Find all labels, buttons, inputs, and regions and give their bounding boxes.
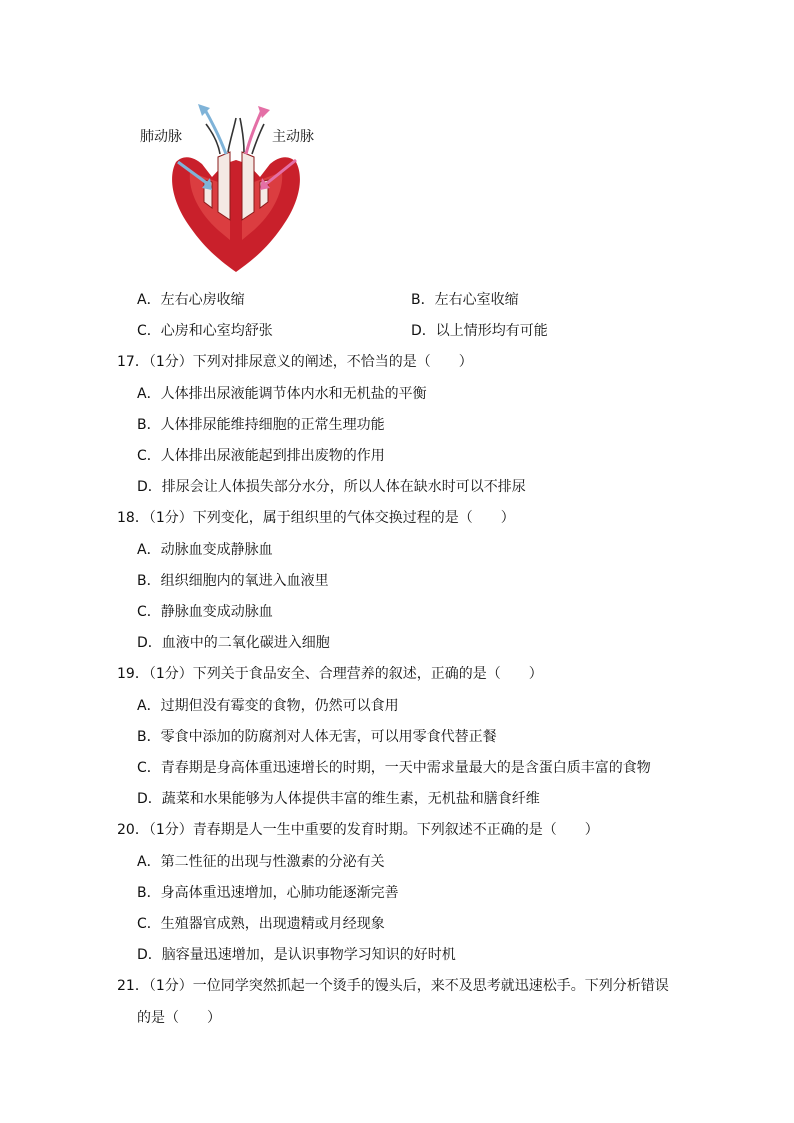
option-c[interactable]: C．青春期是身高体重迅速增长的时期，一天中需求量最大的是含蛋白质丰富的食物	[137, 760, 651, 776]
option-a[interactable]: A．左右心房收缩	[137, 292, 245, 308]
option-b[interactable]: B．组织细胞内的氧进入血液里	[137, 573, 329, 589]
option-c[interactable]: C．人体排出尿液能起到排出废物的作用	[137, 448, 385, 464]
question-stem: 17．（1分）下列对排尿意义的阐述，不恰当的是（ ）	[117, 354, 473, 370]
option-d[interactable]: D．蔬菜和水果能够为人体提供丰富的维生素，无机盐和膳食纤维	[137, 791, 540, 807]
option-a[interactable]: A．人体排出尿液能调节体内水和无机盐的平衡	[137, 386, 427, 402]
option-b[interactable]: B．人体排尿能维持细胞的正常生理功能	[137, 417, 385, 433]
option-d[interactable]: D．脑容量迅速增加，是认识事物学习知识的好时机	[137, 947, 456, 963]
option-c[interactable]: C．生殖器官成熟，出现遗精或月经现象	[137, 916, 385, 932]
option-c[interactable]: C．静脉血变成动脉血	[137, 604, 273, 620]
option-c[interactable]: C．心房和心室均舒张	[137, 323, 273, 339]
question-stem: 21．（1分）一位同学突然抓起一个烫手的馒头后，来不及思考就迅速松手。下列分析错误	[117, 978, 669, 994]
question-stem-continued: 的是（ ）	[137, 1010, 221, 1026]
option-d[interactable]: D．血液中的二氧化碳进入细胞	[137, 635, 330, 651]
option-a[interactable]: A．过期但没有霉变的食物，仍然可以食用	[137, 698, 399, 714]
aorta-label: 主动脉	[272, 129, 314, 145]
question-stem: 19．（1分）下列关于食品安全、合理营养的叙述，正确的是（ ）	[117, 666, 543, 682]
question-stem: 20．（1分）青春期是人一生中重要的发育时期。下列叙述不正确的是（ ）	[117, 822, 599, 838]
pulmonary-artery-label: 肺动脉	[140, 129, 182, 145]
option-a[interactable]: A．动脉血变成静脉血	[137, 542, 273, 558]
option-b[interactable]: B．零食中添加的防腐剂对人体无害，可以用零食代替正餐	[137, 729, 497, 745]
question-stem: 18．（1分）下列变化，属于组织里的气体交换过程的是（ ）	[117, 510, 515, 526]
option-a[interactable]: A．第二性征的出现与性激素的分泌有关	[137, 854, 385, 870]
heart-diagram	[138, 102, 338, 277]
option-d[interactable]: D．排尿会让人体损失部分水分，所以人体在缺水时可以不排尿	[137, 479, 526, 495]
option-b[interactable]: B．身高体重迅速增加，心肺功能逐渐完善	[137, 885, 399, 901]
pulmonary-arrow	[204, 108, 226, 154]
option-b[interactable]: B．左右心室收缩	[411, 292, 519, 308]
option-d[interactable]: D．以上情形均有可能	[411, 323, 548, 339]
